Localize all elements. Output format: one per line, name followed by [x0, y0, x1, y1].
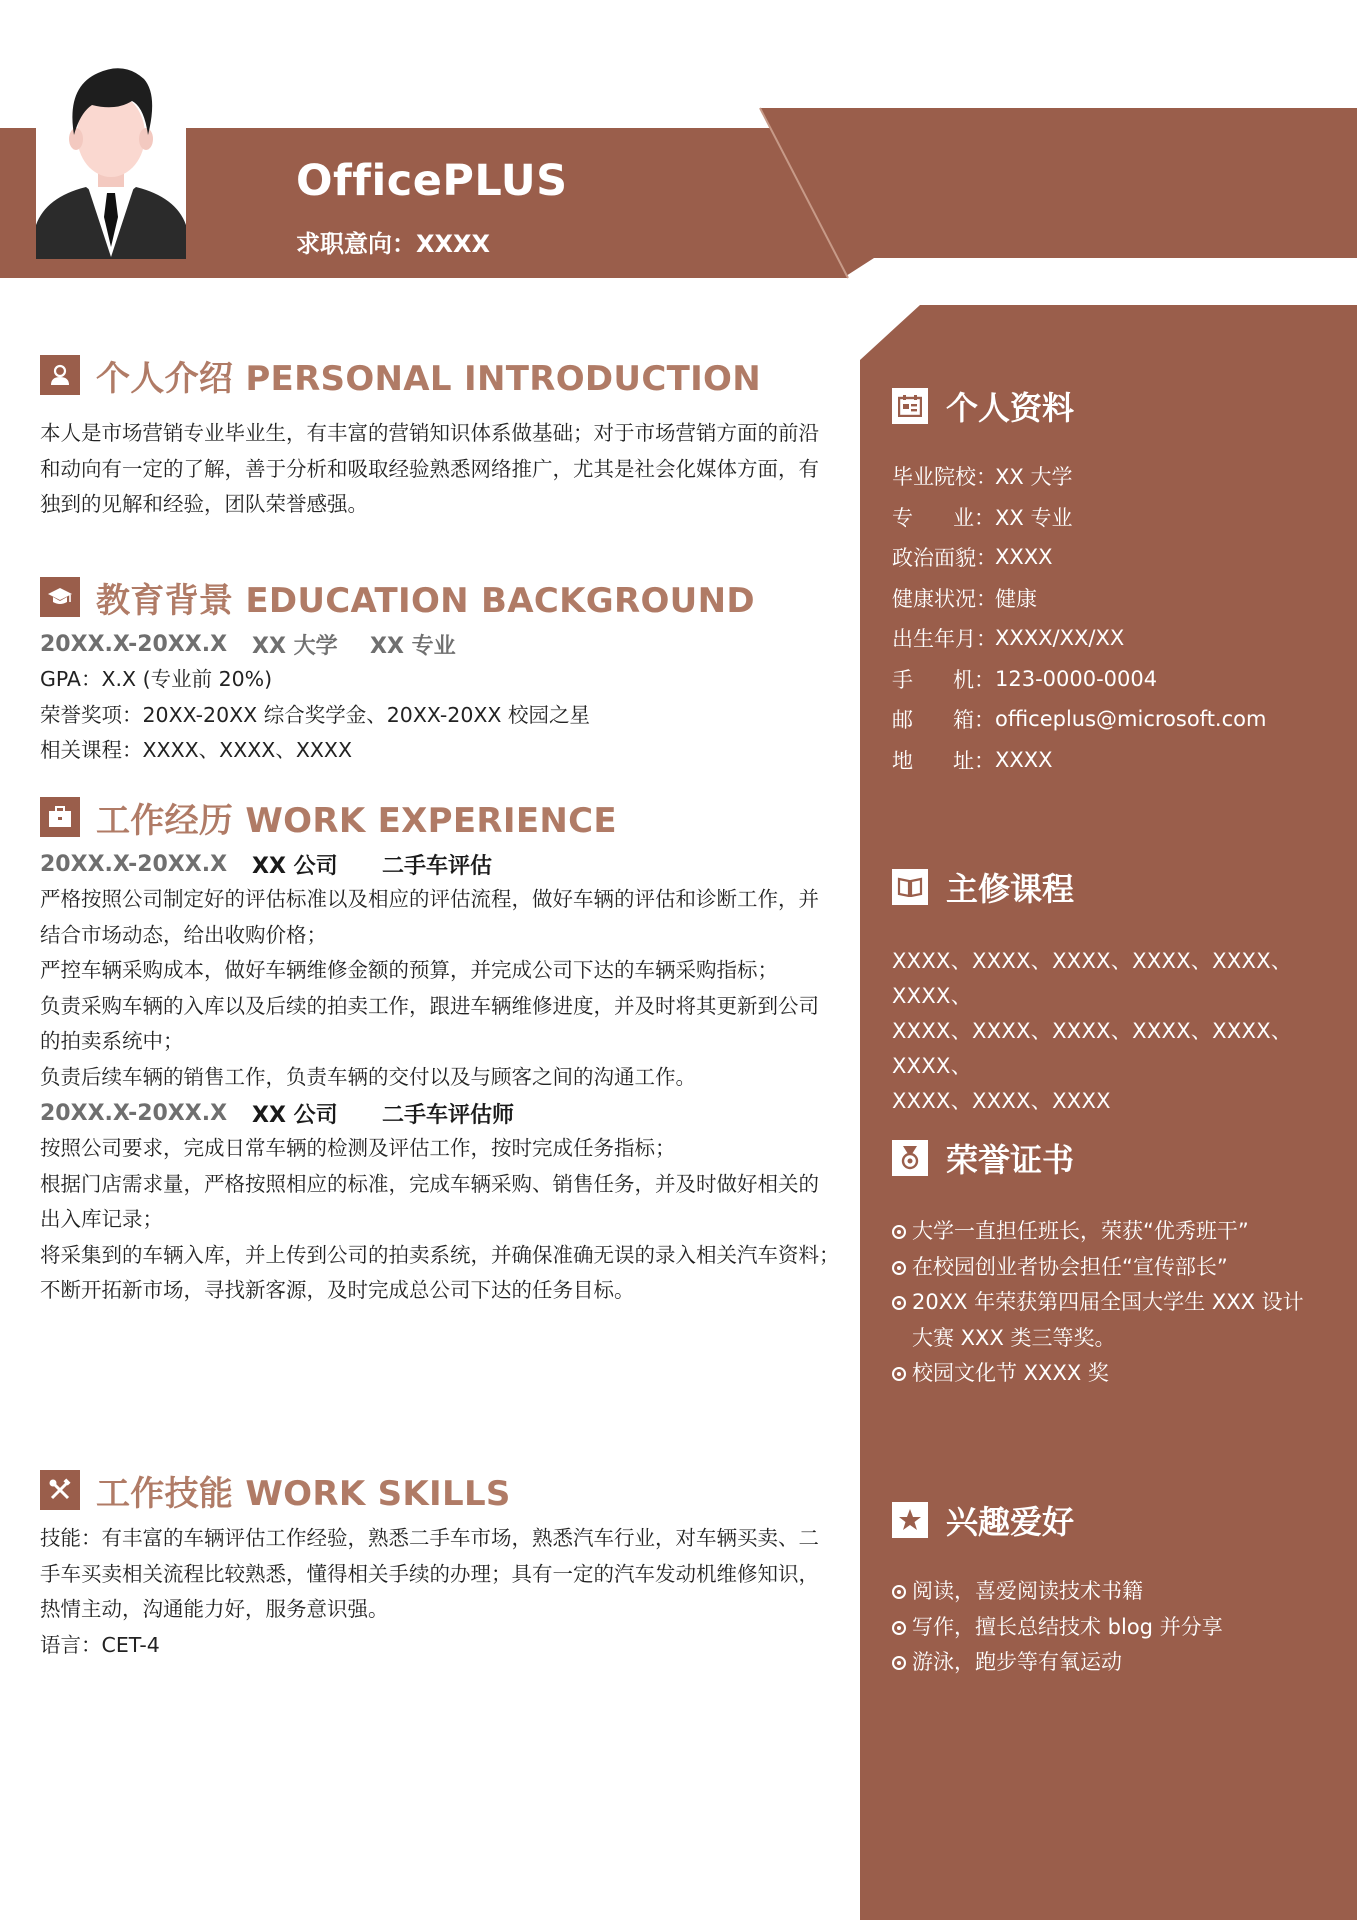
work-role: 二手车评估师	[382, 1102, 515, 1128]
courses-line: XXXX、XXXX、XXXX、XXXX、XXXX、XXXX、	[892, 1019, 1293, 1078]
profile-row-school	[892, 456, 1332, 497]
work-details	[40, 1131, 840, 1309]
education-line: GPA：X.X (专业前 20%)	[40, 667, 273, 691]
work-role: 二手车评估	[382, 853, 493, 879]
intro-line: 和动向有一定的了解，善于分析和吸取经验熟悉网络推广，尤其是社会化媒体方面，有	[40, 456, 819, 481]
intro-text	[40, 416, 830, 523]
medal-icon	[892, 1140, 928, 1176]
book-icon	[892, 869, 928, 905]
profile-row-political	[892, 537, 1332, 578]
education-school: XX 大学	[252, 633, 338, 659]
profile-photo	[36, 57, 186, 259]
profile-value: XXXX	[995, 747, 1053, 772]
work-line: 出入库记录；	[40, 1207, 163, 1231]
profile-section	[892, 384, 1332, 780]
work-title-row	[40, 792, 830, 842]
hobbies-title-row	[892, 1498, 1332, 1542]
honor-item: 在校园创业者协会担任“宣传部长”	[892, 1250, 1322, 1286]
work-entry-head	[40, 1095, 830, 1131]
id-card-icon	[892, 388, 928, 424]
star-icon	[892, 1502, 928, 1538]
education-title: 教育背景 EDUCATION BACKGROUND	[96, 580, 755, 621]
header-band-right	[760, 108, 1357, 276]
skills-title: 工作技能 WORK SKILLS	[96, 1473, 511, 1514]
hobby-item: 写作，擅长总结技术 blog 并分享	[892, 1610, 1332, 1646]
profile-row-address	[892, 740, 1332, 781]
profile-row-major	[892, 497, 1332, 538]
education-entry-head	[40, 626, 830, 662]
candidate-name: OfficePLUS	[296, 156, 568, 206]
profile-label: 邮 箱：	[892, 708, 995, 733]
work-line: 负责后续车辆的销售工作，负责车辆的交付以及与顾客之间的沟通工作。	[40, 1064, 696, 1089]
hobby-item: 游泳，跑步等有氧运动	[892, 1645, 1332, 1681]
education-details	[40, 662, 830, 769]
briefcase-icon	[40, 797, 80, 837]
job-intention-label: 求职意向：	[296, 230, 416, 258]
intro-title-row	[40, 350, 830, 400]
profile-value: XX 专业	[995, 505, 1073, 530]
skills-line: 技能：有丰富的车辆评估工作经验，熟悉二手车市场，熟悉汽车行业，对车辆买卖、二	[40, 1526, 819, 1550]
work-line: 负责采购车辆的入库以及后续的拍卖工作，跟进车辆维修进度，并及时将其更新到公司	[40, 993, 819, 1018]
work-date: 20XX.X-20XX.X	[40, 851, 228, 877]
courses-list	[892, 944, 1332, 1119]
intro-title: 个人介绍 PERSONAL INTRODUCTION	[96, 358, 761, 399]
work-company: XX 公司	[252, 1102, 338, 1128]
job-intention	[296, 224, 490, 259]
work-section	[40, 792, 840, 1309]
education-date: 20XX.X-20XX.X	[40, 631, 228, 657]
work-line: 根据门店需求量，严格按照相应的标准，完成车辆采购、销售任务，并及时做好相关的	[40, 1171, 819, 1196]
work-entry-head	[40, 846, 830, 882]
profile-title-row	[892, 384, 1332, 428]
profile-label: 手 机：	[892, 667, 995, 692]
profile-value: XXXX	[995, 545, 1053, 570]
profile-row-health	[892, 578, 1332, 619]
intro-line: 本人是市场营销专业毕业生，有丰富的营销知识体系做基础；对于市场营销方面的前沿	[40, 421, 819, 445]
profile-rows	[892, 456, 1332, 780]
honors-title: 荣誉证书	[946, 1141, 1075, 1179]
work-line: 严格按照公司制定好的评估标准以及相应的评估流程，做好车辆的评估和诊断工作，并	[40, 887, 819, 911]
profile-value: XXXX/XX/XX	[995, 626, 1125, 651]
education-section	[40, 572, 830, 769]
profile-label: 地 址：	[892, 748, 995, 773]
job-intention-value: XXXX	[416, 230, 491, 258]
skills-section	[40, 1465, 830, 1663]
work-date: 20XX.X-20XX.X	[40, 1100, 228, 1126]
skills-line: 热情主动，沟通能力好，服务意识强。	[40, 1597, 389, 1621]
header-band	[0, 0, 1357, 300]
profile-row-birth	[892, 618, 1332, 659]
education-major: XX 专业	[370, 633, 456, 659]
work-line: 按照公司要求，完成日常车辆的检测及评估工作，按时完成任务指标；	[40, 1136, 676, 1160]
profile-value: 123-0000-0004	[995, 666, 1158, 691]
profile-label: 毕业院校：	[892, 465, 997, 490]
honors-list	[892, 1214, 1322, 1392]
skills-title-row	[40, 1465, 830, 1515]
honor-item: 大学一直担任班长，荣获“优秀班干”	[892, 1214, 1322, 1250]
profile-row-phone	[892, 659, 1332, 700]
hobbies-list	[892, 1574, 1332, 1681]
bullet-icon	[892, 1367, 906, 1381]
work-line: 不断开拓新市场，寻找新客源，及时完成总公司下达的任务目标。	[40, 1278, 635, 1302]
work-line: 将采集到的车辆入库，并上传到公司的拍卖系统，并确保准确无误的录入相关汽车资料；	[40, 1242, 840, 1267]
courses-line: XXXX、XXXX、XXXX、XXXX、XXXX、XXXX、	[892, 949, 1293, 1008]
skills-line: 语言：CET-4	[40, 1632, 160, 1657]
work-line: 结合市场动态，给出收购价格；	[40, 922, 327, 947]
profile-title: 个人资料	[946, 389, 1075, 427]
honors-section	[892, 1136, 1332, 1392]
bullet-icon	[892, 1621, 906, 1635]
courses-title-row	[892, 865, 1332, 909]
profile-value: officeplus@microsoft.com	[995, 707, 1267, 732]
skills-line: 手车买卖相关流程比较熟悉，懂得相关手续的办理；具有一定的汽车发动机维修知识，	[40, 1561, 819, 1586]
tools-icon	[40, 1470, 80, 1510]
education-line: 相关课程：XXXX、XXXX、XXXX	[40, 738, 353, 762]
profile-value: XX 大学	[995, 465, 1073, 490]
bullet-icon	[892, 1656, 906, 1670]
intro-line: 独到的见解和经验，团队荣誉感强。	[40, 492, 368, 516]
hobbies-section	[892, 1498, 1332, 1681]
work-title: 工作经历 WORK EXPERIENCE	[96, 800, 617, 841]
work-company: XX 公司	[252, 853, 338, 879]
profile-label: 专 业：	[892, 505, 995, 530]
user-icon	[40, 355, 80, 395]
profile-label: 健康状况：	[892, 586, 997, 611]
work-line: 严控车辆采购成本，做好车辆维修金额的预算，并完成公司下达的车辆采购指标；	[40, 958, 778, 982]
hobbies-title: 兴趣爱好	[946, 1503, 1075, 1541]
bullet-icon	[892, 1225, 906, 1239]
honor-item: 校园文化节 XXXX 奖	[892, 1356, 1322, 1392]
hobby-item: 阅读，喜爱阅读技术书籍	[892, 1574, 1332, 1610]
courses-title: 主修课程	[946, 870, 1075, 908]
profile-value: 健康	[995, 586, 1037, 611]
profile-row-email	[892, 699, 1332, 740]
intro-section	[40, 350, 830, 523]
education-title-row	[40, 572, 830, 622]
avatar-icon	[36, 57, 186, 259]
honor-item: 20XX 年荣获第四届全国大学生 XXX 设计大赛 XXX 类三等奖。	[892, 1285, 1322, 1356]
work-line: 的拍卖系统中；	[40, 1029, 184, 1053]
graduation-cap-icon	[40, 577, 80, 617]
education-line: 荣誉奖项：20XX-20XX 综合奖学金、20XX-20XX 校园之星	[40, 702, 590, 727]
honors-title-row	[892, 1136, 1332, 1180]
courses-line: XXXX、XXXX、XXXX	[892, 1089, 1111, 1113]
courses-section	[892, 865, 1332, 1119]
work-details	[40, 882, 830, 1095]
profile-label: 政治面貌：	[892, 546, 997, 571]
skills-details	[40, 1521, 830, 1663]
bullet-icon	[892, 1585, 906, 1599]
bullet-icon	[892, 1261, 906, 1275]
profile-label: 出生年月：	[892, 627, 997, 652]
bullet-icon	[892, 1296, 906, 1310]
